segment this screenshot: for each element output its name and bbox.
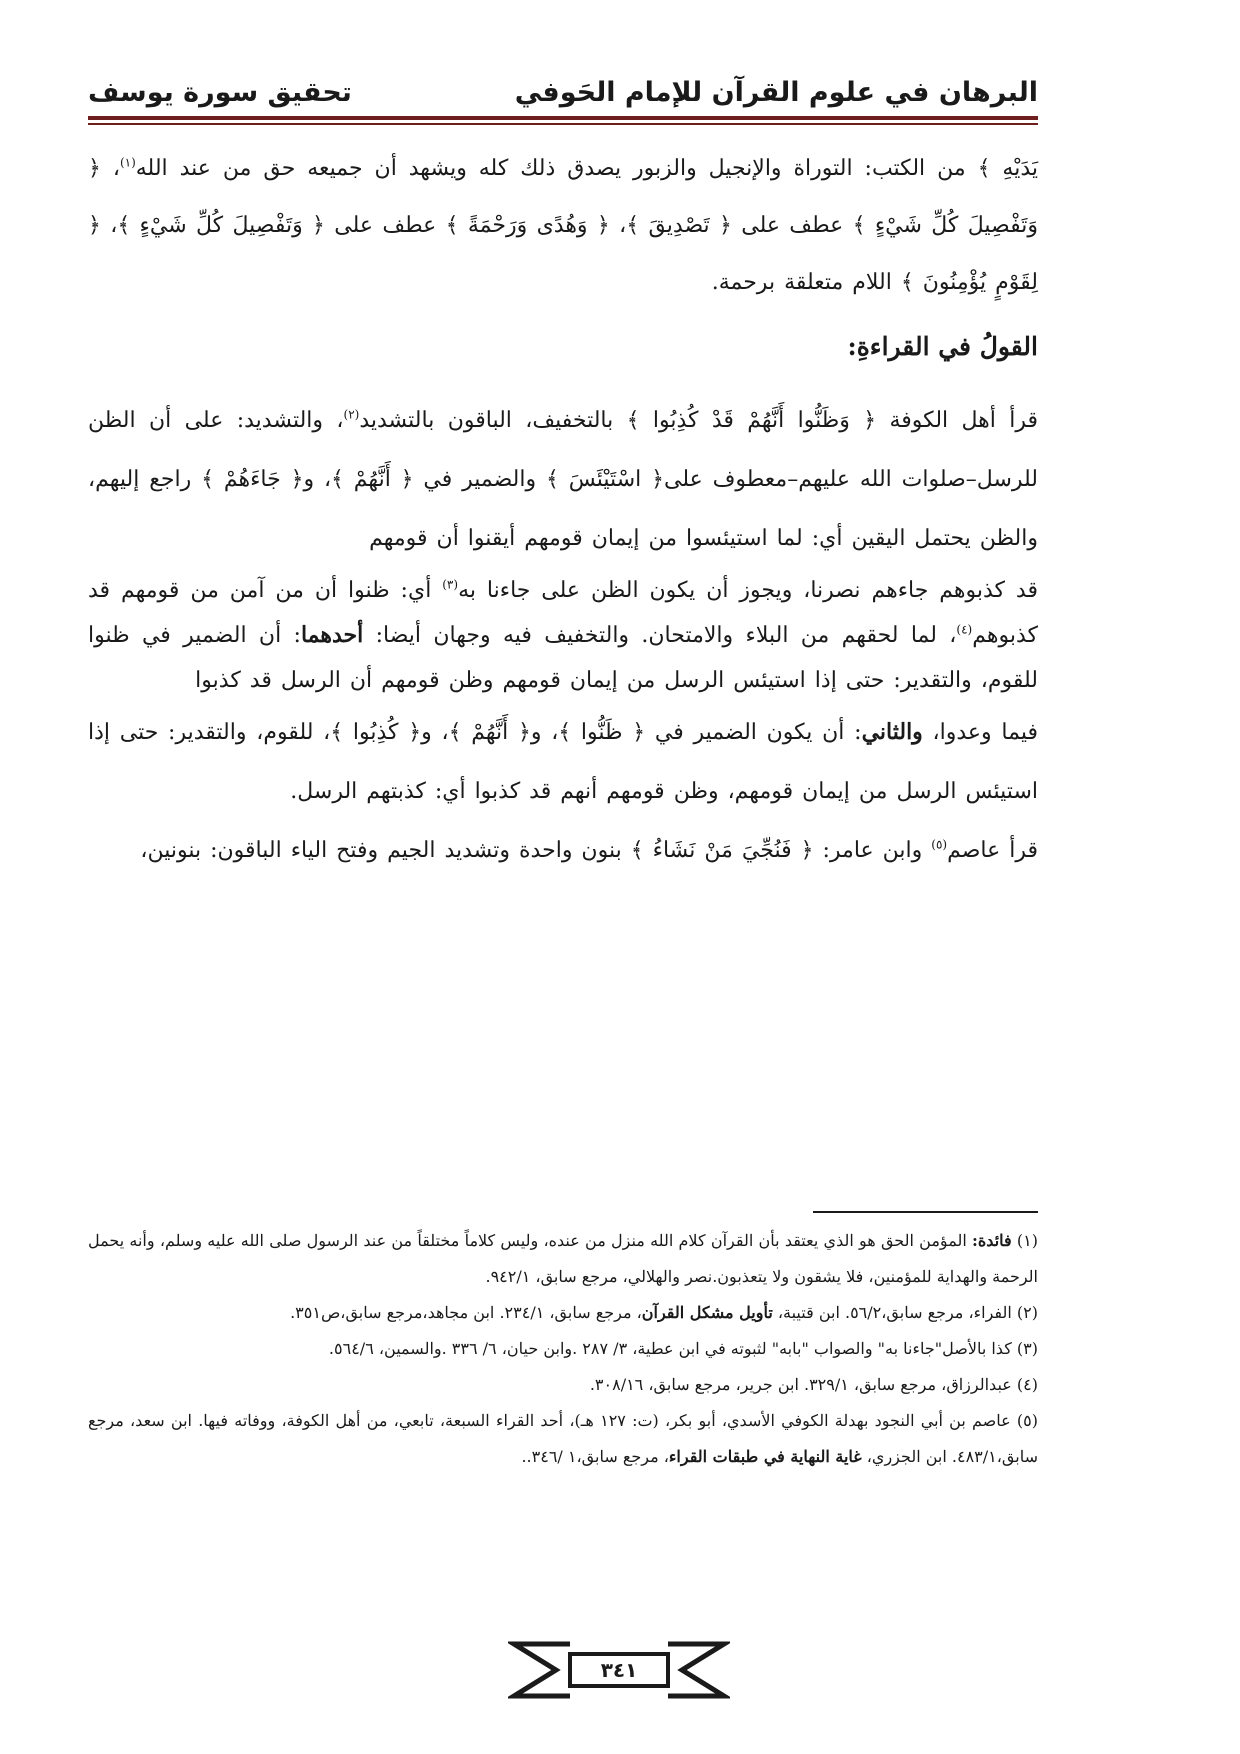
footnote-ref-3: (٣) bbox=[442, 577, 459, 592]
p2-bold-first: أحدهما bbox=[300, 622, 364, 648]
p2-h: : أن يكون الضمير في ﴿ ظَنُّوا ﴾، و﴿ أَنَّهُمْ ﴾، و﴿ كُذِبُوا ﴾، للقوم، والتقدير: حتى إذا استيئس الرسل من إيمان قومهم، وظن قومهم أنهم قد كذبوا أي: كذبتهم الرسل. bbox=[88, 720, 1038, 804]
p2-a: قرأ أهل الكوفة ﴿ وَظَنُّوا أَنَّهُمْ قَدْ كُذِبُوا ﴾ بالتخفيف، الباقون بالتشديد bbox=[359, 408, 1038, 433]
section-heading: القولُ في القراءةِ: bbox=[847, 332, 1038, 361]
section-title: تحقيق سورة يوسف bbox=[88, 76, 352, 108]
p2-g: فيما وعدوا، bbox=[922, 720, 1038, 745]
footnote-2-b: ، مرجع سابق، ٢٣٤/١. ابن مجاهد،مرجع سابق،ص٣٥١. bbox=[290, 1303, 642, 1322]
footnote-5-book: غاية النهاية في طبقات القراء bbox=[668, 1447, 862, 1466]
p2-bold-second: والثاني bbox=[861, 719, 923, 745]
header-rule-thick bbox=[88, 116, 1038, 120]
footnote-5-b: ، مرجع سابق،١ /٣٤٦.. bbox=[521, 1447, 669, 1466]
footnote-5-a: (٥) عاصم بن أبي النجود بهدلة الكوفي الأسدي، أبو بكر، (ت: ١٢٧ هـ)، أحد القراء السبعة، تابعي، من أهل الكوفة، ووفاته فيها. ابن سعد، مرجع سابق،٤٨٣/١. ابن الجزري، bbox=[88, 1411, 1038, 1466]
footnote-ref-4: (٤) bbox=[956, 622, 973, 637]
p1-rest: ، ﴿ وَتَفْصِيلَ كُلِّ شَيْءٍ ﴾ عطف على ﴿ تَصْدِيقَ ﴾، ﴿ وَهُدًى وَرَحْمَةً ﴾ عطف على ﴿ وَتَفْصِيلَ كُلِّ شَيْءٍ ﴾، ﴿ لِقَوْمٍ يُؤْمِنُونَ ﴾ اللام متعلقة برحمة. bbox=[88, 156, 1038, 295]
footnotes bbox=[88, 1223, 1038, 1475]
header-rule-thin bbox=[88, 123, 1038, 125]
main-text bbox=[88, 140, 1038, 880]
footnote-1-text: المؤمن الحق هو الذي يعتقد بأن القرآن كلام الله منزل من عنده، وليس كلاماً مختلقاً من عند الرسول صلى الله عليه وسلم، وأنه يحمل الرحمة والهداية للمؤمنين، فلا يشقون ولا يتعذبون.نصر والهلالي، مرجع سابق، ٩٤٢/١. bbox=[88, 1231, 1038, 1286]
footnote-1-label: فائدة: bbox=[972, 1231, 1012, 1250]
page-header bbox=[88, 72, 1038, 112]
p2-i: قرأ عاصم bbox=[947, 838, 1038, 863]
footnote-ref-5: (٥) bbox=[931, 837, 948, 852]
p2-c: قد كذبوهم جاءهم نصرنا، ويجوز أن يكون الظن على جاءنا به bbox=[458, 578, 1038, 603]
footnote-4: (٤) عبدالرزاق، مرجع سابق، ٣٢٩/١. ابن جرير، مرجع سابق، ٣٠٨/١٦. bbox=[589, 1375, 1038, 1394]
p2-j: وابن عامر: ﴿ فَنُجِّيَ مَنْ نَشَاءُ ﴾ بنون واحدة وتشديد الجيم وفتح الياء الباقون: بنونين، bbox=[140, 838, 932, 863]
footnote-5 bbox=[88, 1403, 1038, 1475]
book-title: البرهان في علوم القرآن للإمام الحَوفي bbox=[514, 76, 1038, 108]
footnote-1-num: (١) bbox=[1011, 1231, 1039, 1250]
footnote-1 bbox=[88, 1223, 1038, 1295]
p2-e: ، لما لحقهم من البلاء والامتحان. والتخفيف فيه وجهان أيضا: bbox=[363, 623, 957, 648]
p2-b: ، والتشديد: على أن الظن للرسل–صلوات الله عليهم–معطوف على﴿ اسْتَيْئَسَ ﴾ والضمير في ﴿ أَنَّهُمْ ﴾، و﴿ جَاءَهُمْ ﴾ راجع إليهم، والظن يحتمل اليقين أي: لما استيئسوا من إيمان قومهم أيقنوا أن قومهم bbox=[88, 408, 1038, 551]
paragraph-commentary bbox=[88, 140, 1038, 311]
p2-dense-block bbox=[88, 568, 1038, 703]
footnote-ref-2: (٢) bbox=[343, 407, 360, 422]
footnote-2-book: تأويل مشكل القرآن bbox=[641, 1303, 773, 1322]
footnote-separator bbox=[813, 1211, 1038, 1213]
footnote-3: (٣) كذا بالأصل"جاءنا به" والصواب "بابه" لثبوته في ابن عطية، ٣/ ٢٨٧ .وابن حيان، ٦/ ٣٣٦ .والسمين، ٥٦٤/٦. bbox=[328, 1339, 1038, 1358]
footnote-2 bbox=[88, 1295, 1038, 1331]
page-number: ٣٤١ bbox=[600, 1658, 638, 1682]
p1-text: يَدَيْهِ ﴾ من الكتب: التوراة والإنجيل والزبور يصدق ذلك كله ويشهد أن جميعه حق من عند الله bbox=[135, 156, 1038, 181]
p2-d: أي: ظنوا أن من آمن من قومهم قد كذبوهم bbox=[88, 578, 1038, 648]
paragraph-readings bbox=[88, 391, 1038, 880]
p2-f: : أن الضمير في ظنوا للقوم، والتقدير: حتى إذا استيئس الرسل من إيمان قومهم وظن قومهم أن الرسل قد كذبوا bbox=[88, 623, 1038, 693]
footnote-2-a: (٢) الفراء، مرجع سابق،٥٦/٢. ابن قتيبة، bbox=[772, 1303, 1038, 1322]
footnote-ref-1: (١) bbox=[119, 155, 136, 170]
